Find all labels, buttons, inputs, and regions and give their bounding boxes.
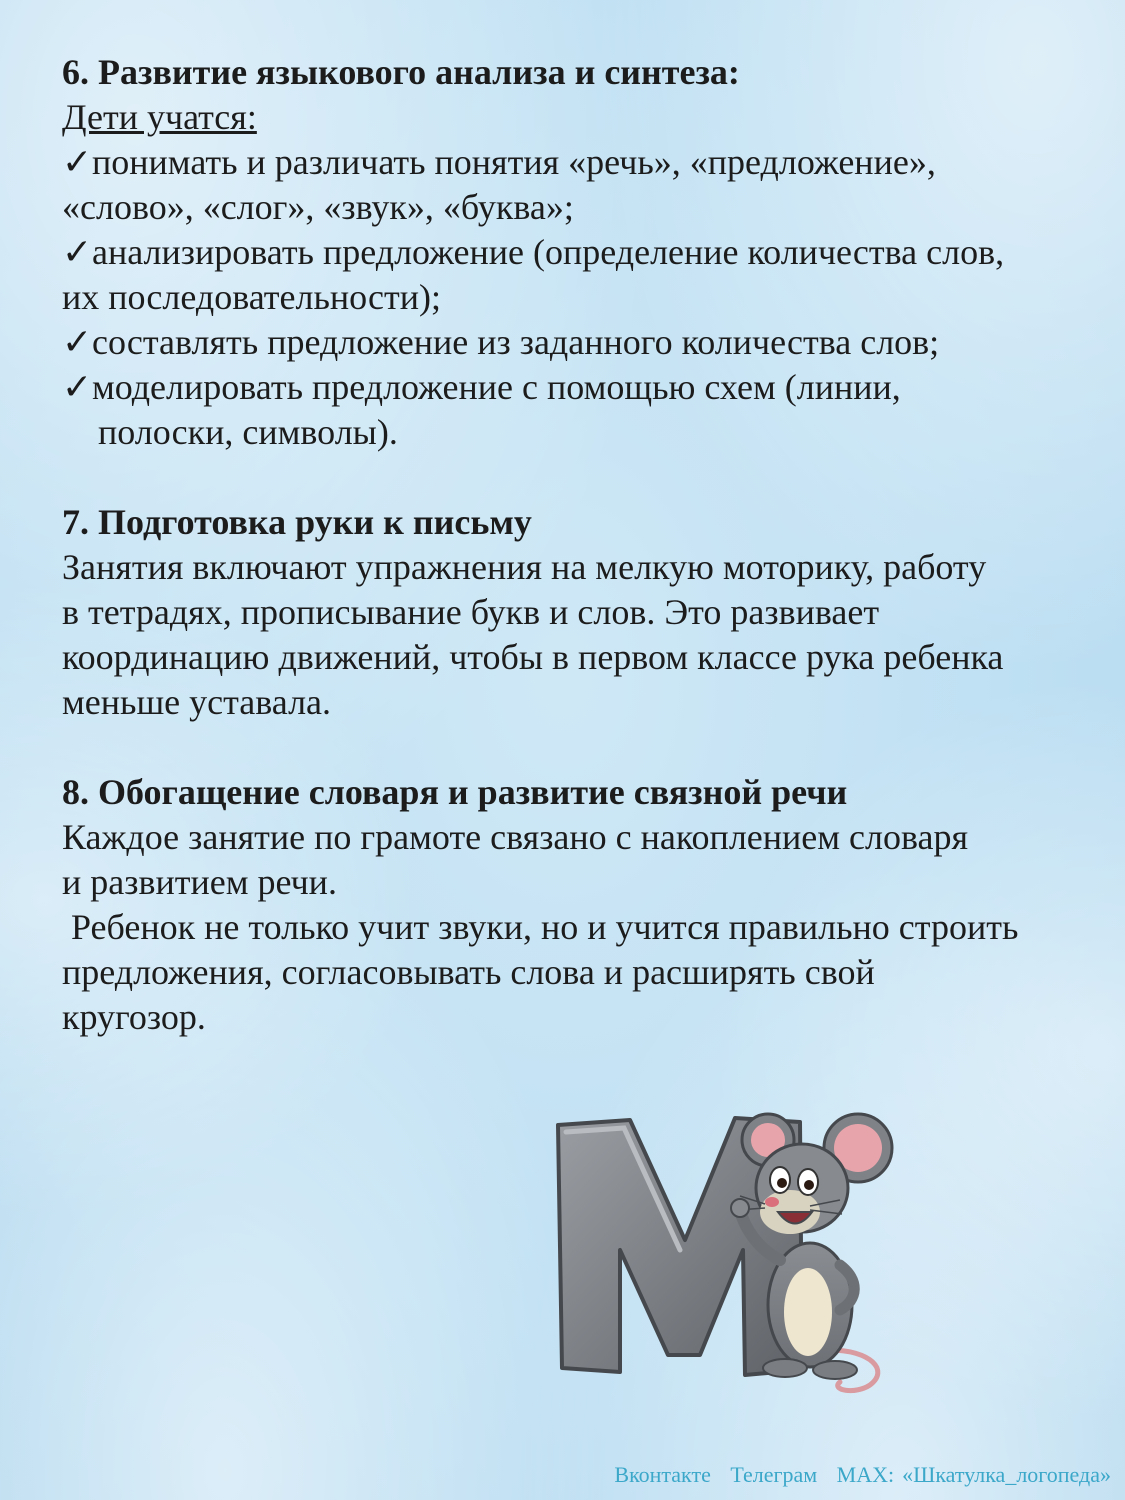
letter-m-with-mouse-illustration: [540, 1100, 910, 1400]
channel-name: «Шкатулка_логопеда»: [902, 1462, 1111, 1487]
list-item-text: анализировать предложение (определение количества слов,: [92, 232, 1005, 272]
list-item-continuation: «слово», «слог», «звук», «буква»;: [62, 187, 574, 227]
list-item: [62, 320, 1072, 365]
paragraph-line: Каждое занятие по грамоте связано с накоплением словаря: [62, 817, 969, 857]
paragraph-line: в тетрадях, прописывание букв и слов. Это развивает: [62, 592, 880, 632]
vk-link[interactable]: Вконтакте: [614, 1462, 711, 1487]
list-item: [62, 230, 1072, 275]
section-6-subheading: Дети учатся:: [62, 97, 257, 137]
section-6-heading: 6. Развитие языкового анализа и синтеза:: [62, 52, 740, 92]
list-item: [62, 140, 1072, 185]
list-item: [62, 365, 1072, 410]
list-item-text: моделировать предложение с помощью схем (линии,: [92, 367, 901, 407]
telegram-link[interactable]: Телеграм: [730, 1462, 818, 1487]
max-link[interactable]: МАХ:: [836, 1462, 895, 1487]
spacer: [62, 725, 1072, 770]
paragraph-line: меньше уставала.: [62, 682, 332, 722]
list-item-text: понимать и различать понятия «речь», «предложение»,: [92, 142, 936, 182]
check-icon: ✓: [62, 142, 93, 182]
paragraph-line: Занятия включают упражнения на мелкую моторику, работу: [62, 547, 987, 587]
paragraph-line: Ребенок не только учит звуки, но и учится правильно строить: [62, 907, 1019, 947]
list-item-continuation: полоски, символы).: [98, 412, 398, 452]
paragraph-line: предложения, согласовывать слова и расширять свой: [62, 952, 875, 992]
footer-links: [600, 1462, 1111, 1488]
paragraph-line: координацию движений, чтобы в первом классе рука ребенка: [62, 637, 1004, 677]
section-8-heading: 8. Обогащение словаря и развитие связной речи: [62, 772, 848, 812]
paragraph-line: кругозор.: [62, 997, 206, 1037]
check-icon: ✓: [62, 232, 93, 272]
check-icon: ✓: [62, 322, 93, 362]
list-item-text: составлять предложение из заданного количества слов;: [92, 322, 940, 362]
list-item-continuation: их последовательности);: [62, 277, 441, 317]
document-body: [62, 50, 1072, 1040]
section-7-heading: 7. Подготовка руки к письму: [62, 502, 532, 542]
check-icon: ✓: [62, 367, 93, 407]
spacer: [62, 455, 1072, 500]
letter-m-mouse-icon: [540, 1100, 910, 1400]
paragraph-line: и развитием речи.: [62, 862, 337, 902]
